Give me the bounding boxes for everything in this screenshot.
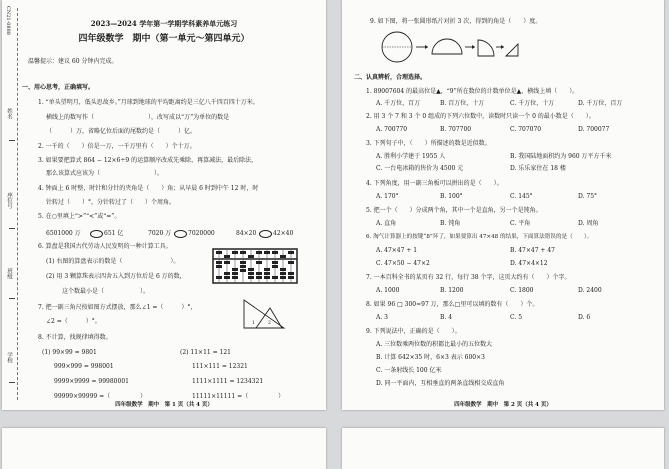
choice-q8-opt-b: B. 4 bbox=[440, 314, 453, 321]
page1-footer: 四年级数学 期中 第 1 页（共 4 页） bbox=[115, 402, 213, 408]
q8-col2-row1: (2) 11×11 = 121 bbox=[180, 349, 231, 356]
choice-q8-stem: 8. 如果 96 □ 300≈97 万，那么□里可以填的数有（ ）个。 bbox=[366, 301, 539, 308]
svg-text:1: 1 bbox=[252, 321, 255, 326]
choice-q9-stem: 9. 下列说法中，正确的是（ ）。 bbox=[366, 328, 461, 335]
q5-item1-right: 651 亿 bbox=[104, 230, 124, 237]
binding-line bbox=[17, 8, 18, 400]
q4-line2: 针转过（ ）°，分针转过了（ ）个周角。 bbox=[46, 199, 176, 206]
q8-intro: 8. 不计算，找规律填得数。 bbox=[38, 334, 112, 341]
q6-part1: (1) 右图的算盘表示的数是（ ）。 bbox=[46, 258, 180, 265]
choice-q6-opt-d: D. 47×4×12 bbox=[510, 260, 548, 267]
q5-intro: 5. 在○里填上“>”“<”或“=”。 bbox=[38, 213, 121, 220]
compare-circle bbox=[174, 230, 187, 238]
folding-circle-figure bbox=[380, 30, 520, 64]
q8-col2-row2: 111×111 = 12321 bbox=[192, 363, 248, 370]
choice-q8-opt-a: A. 3 bbox=[376, 314, 388, 321]
choice-q4-opt-d: D. 75° bbox=[578, 193, 598, 200]
q4-line1: 4. 钟面上 6 时整，时针和分针的夹角是（ ）角；从早晨 6 时到中午 12 时，时 bbox=[38, 185, 259, 192]
choice-q2-opt-c: C. 707070 bbox=[510, 126, 542, 133]
q5-item3-right: 42×40 bbox=[273, 230, 294, 237]
q3-line2: 那么该算式应该为（ ）。 bbox=[46, 170, 164, 177]
choice-q1-opt-c: C. 千万位，十万 bbox=[510, 100, 555, 107]
exam-page-1 bbox=[2, 0, 326, 410]
choice-q3-opt-a: A. 胜利小学建于 1955 人 bbox=[376, 153, 446, 160]
q6-part2: (2) 用 3 颗算珠表示四舍五入到万位后是 6 万的数， bbox=[46, 273, 186, 280]
compare-circle bbox=[259, 230, 272, 238]
choice-q3-stem: 3. 下列句子中，（ ）所描述的数是近似数。 bbox=[366, 140, 491, 147]
choice-q6-opt-b: B. 47×47 + 47 bbox=[510, 247, 555, 254]
choice-q4-opt-c: C. 145° bbox=[510, 193, 533, 200]
side-label-class: 班级 bbox=[6, 268, 12, 279]
q3-line1: 3. 如果要把算式 864 − 12×6÷9 的运算顺序改成先乘除，再算减法，最后除法， bbox=[38, 157, 258, 164]
q9: 9. 如下图，将一张圆形纸片对折 3 次，得到的角是（ ）度。 bbox=[370, 18, 542, 25]
choice-q7-opt-d: D. 2400 bbox=[578, 287, 602, 294]
q8-col2-row3: 1111×1111 = 1234321 bbox=[192, 378, 264, 385]
compare-circle bbox=[90, 230, 103, 238]
choice-q6-opt-a: A. 47×47 + 1 bbox=[376, 247, 418, 254]
choice-q5-stem: 5. 把一个（ ）分成两个角，其中一个是直角，另一个是钝角。 bbox=[366, 207, 542, 214]
choice-q7-stem: 7. 一本百科全书的某页有 32 行，每行 38 个字，这页大约有（ ）个字。 bbox=[366, 274, 571, 281]
section-one-heading: 一、用心思考，正确填写。 bbox=[22, 84, 95, 91]
choice-q1-opt-d: D. 千万位，百万 bbox=[578, 100, 623, 107]
choice-q6-opt-c: C. 47×50 − 47×2 bbox=[376, 260, 430, 267]
side-code: CN21-0888 bbox=[5, 6, 11, 35]
q6-intro: 6. 算盘是我国古代劳动人民发明的一种计算工具。 bbox=[38, 243, 172, 250]
choice-q7-opt-c: C. 1800 bbox=[510, 287, 534, 294]
choice-q6-stem: 6. 淘气计算器上的按键“8”坏了，如果要算出 47×48 的结果，下面算法错误的是（ ）。 bbox=[366, 234, 593, 240]
abacus-figure bbox=[212, 248, 298, 284]
q1-line1: 1. “单头望明月，低头思故乡。”月球到地球的平均距离约是三亿八千四百四十万米。 bbox=[38, 99, 259, 106]
q1-line2: 横线上的数写作（ ），改写成以“万”为单位的数是 bbox=[46, 114, 230, 121]
choice-q2-stem: 2. 用 3 个 7 和 3 个 0 组成的下列六位数中，读数时只读一个 0 的最小数是（ ）。 bbox=[366, 113, 595, 120]
exam-title: 2023—2024 学年第一学期学科素养单元练习 bbox=[90, 19, 238, 28]
triangle-ruler-figure bbox=[242, 294, 286, 330]
choice-q7-opt-b: B. 1200 bbox=[440, 287, 464, 294]
side-label-school: 学校 bbox=[6, 352, 12, 363]
q8-col1-row4: 99999×99999 =（ ） bbox=[54, 393, 147, 400]
exam-page-2 bbox=[342, 0, 664, 410]
choice-q1-opt-b: B. 百万位，十万 bbox=[440, 100, 485, 107]
page2-footer: 四年级数学 期中 第 2 页（共 4 页） bbox=[454, 402, 552, 408]
exam-page-3-partial bbox=[2, 428, 326, 469]
q1-line3: （ ）万，省略亿位后面的尾数约是（ ）亿。 bbox=[46, 128, 197, 135]
choice-q5-opt-b: B. 钝角 bbox=[440, 220, 461, 227]
choice-q3-opt-b: B. 我国陆地面积约为 960 万平方千米 bbox=[510, 153, 612, 160]
choice-q2-opt-d: D. 700077 bbox=[578, 126, 610, 133]
choice-q8-opt-d: D. 6 bbox=[578, 314, 591, 321]
choice-q9-opt-c: C. 一条射线长 100 亿米 bbox=[376, 367, 442, 374]
choice-q2-opt-a: A. 700770 bbox=[376, 126, 408, 133]
q5-item1-left: 6501000 万 bbox=[46, 230, 81, 237]
q5-item2-right: 7020000 bbox=[188, 230, 215, 237]
q8-col1-row1: (1) 99×99 = 9801 bbox=[42, 349, 97, 356]
choice-q9-opt-a: A. 三位数乘两位数的积都比最小的五位数大 bbox=[376, 341, 493, 348]
exam-page-4-partial bbox=[342, 428, 664, 469]
q8-col1-row2: 999×999 = 998001 bbox=[54, 363, 114, 370]
q8-col1-row3: 9999×9999 = 99980001 bbox=[54, 378, 129, 385]
choice-q7-opt-a: A. 1000 bbox=[376, 287, 400, 294]
choice-q1-opt-a: A. 千万位，百万 bbox=[376, 100, 421, 107]
choice-q8-opt-c: C. 5 bbox=[510, 314, 523, 321]
choice-q3-opt-d: D. 乐乐家住在 18 楼 bbox=[510, 165, 566, 172]
section-two-heading: 二、认真辨析，合理选择。 bbox=[354, 74, 427, 81]
exam-tip: 温馨提示：建议 60 分钟内完成。 bbox=[28, 58, 118, 65]
q5-item3-left: 84×20 bbox=[236, 230, 257, 237]
choice-q4-opt-b: B. 100° bbox=[440, 193, 463, 200]
q8-col2-row4: 11111×11111 =（ ） bbox=[192, 393, 285, 400]
choice-q4-opt-a: A. 170° bbox=[376, 193, 399, 200]
choice-q5-opt-a: A. 直角 bbox=[376, 220, 397, 227]
svg-text:2: 2 bbox=[268, 321, 271, 326]
exam-subtitle: 四年级数学 期中（第一单元～第四单元） bbox=[78, 34, 250, 44]
choice-q5-opt-c: C. 平角 bbox=[510, 220, 531, 227]
q7-line1: 7. 把一副三角尺按如图方式摆放，那么∠1 =（ ）°， bbox=[38, 304, 197, 311]
choice-q1-stem: 1. 89007604 的最高位是▲，“9”所在数位的计数单位是▲，横线上填（ ）。 bbox=[366, 88, 579, 95]
q2: 2. 一千的（ ）倍是一万，一千万里有（ ）个十万。 bbox=[38, 143, 196, 150]
q7-line2: ∠2 =（ ）°。 bbox=[46, 318, 101, 325]
choice-q3-opt-c: C. 一台电冰箱的售价为 4500 元 bbox=[376, 165, 464, 172]
choice-q9-opt-d: D. 同一平面内，互相垂直的两条直线相交成直角 bbox=[376, 380, 505, 387]
q5-item2-left: 7020 万 bbox=[148, 230, 172, 237]
choice-q5-opt-d: D. 周角 bbox=[578, 220, 599, 227]
side-label-name: 姓名 bbox=[6, 108, 12, 119]
choice-q9-opt-b: B. 计算 642×35 时，6×3 表示 600×3 bbox=[376, 354, 485, 361]
q6-part3: 这个数最小是（ ）。 bbox=[62, 288, 150, 295]
side-label-seat: 座位号 bbox=[6, 192, 12, 209]
choice-q4-stem: 4. 下列角度，用一副三角板可以拼出的是（ ）。 bbox=[366, 180, 503, 187]
choice-q2-opt-b: B. 707700 bbox=[440, 126, 472, 133]
